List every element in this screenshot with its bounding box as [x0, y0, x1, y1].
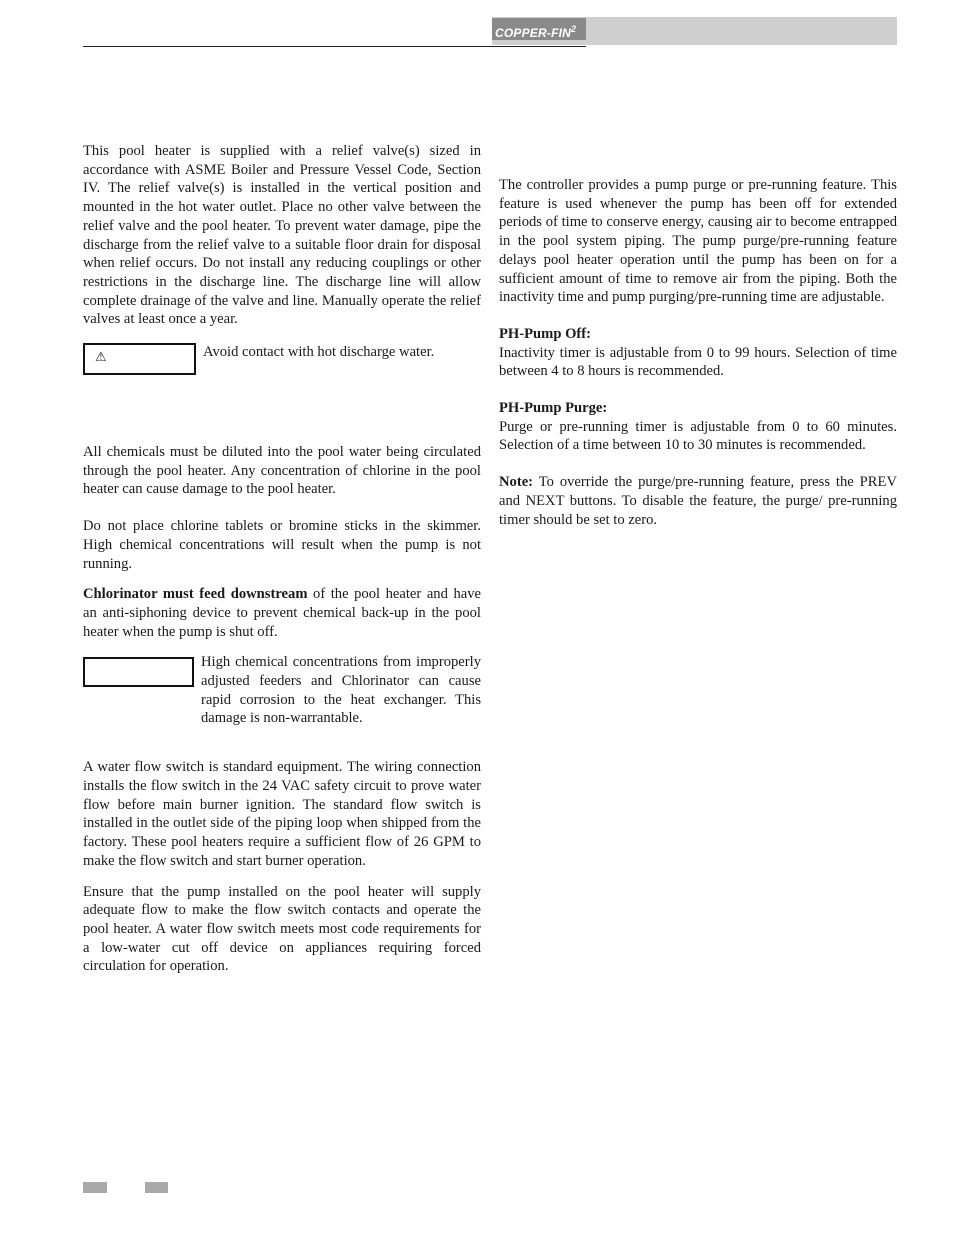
pump-purge-text: Purge or pre-running timer is adjustable from 0 to 60 minutes. Selection of a time between 10 to 30 minutes is recommended.: [499, 418, 897, 454]
chlorinator-bold-text: Chlorinator must feed downstream: [83, 586, 308, 603]
note-paragraph: [499, 473, 897, 529]
logo-superscript: 2: [571, 24, 577, 34]
note-text: To override the purge/pre-running feature, press the PREV and NEXT buttons. To disable the feature, the purge/ pre-running timer should be set to zero.: [499, 474, 897, 528]
pump-off-heading: PH-Pump Off:: [499, 325, 592, 342]
warning-label-box: [83, 343, 196, 375]
right-column: [499, 176, 897, 529]
caution-callout: [83, 653, 481, 728]
flow-switch-paragraph-2: Ensure that the pump installed on the pool heater will supply adequate flow to make the flow switch contacts and operate the pool heater. A water flow switch meets most code requirements for a low-water cut off device on appliances requiring forced circulation for operation.: [83, 883, 481, 975]
relief-valve-paragraph: This pool heater is supplied with a relief valve(s) sized in accordance with ASME Boiler and Pressure Vessel Code, Section IV. The relief valve(s) is installed in the vertical position and mounted in the hot water outlet. Place no other valve between the relief valve and the pool heater. To prevent water damage, pipe the discharge from the relief valve to a suitable floor drain for disposal when relief occurs. Do not install any reducing couplings or other restrictions in the discharge line. The discharge line will allow complete drainage of the valve and line. Manually operate the relief valves at least once a year.: [83, 143, 481, 328]
pump-off-section: [499, 325, 897, 381]
footer-page-marker-right: [145, 1182, 168, 1193]
copper-fin-logo: [492, 18, 586, 40]
chemicals-paragraph-1: All chemicals must be diluted into the pool water being circulated through the pool heater. Any concentration of chlorine in the pool heater can cause damage to the pool heater.: [83, 444, 481, 498]
warning-text: Avoid contact with hot discharge water.: [203, 344, 435, 361]
warning-callout: [83, 343, 481, 375]
pump-off-text: Inactivity timer is adjustable from 0 to 99 hours. Selection of time between 4 to 8 hours is recommended.: [499, 344, 897, 380]
left-column: [83, 142, 481, 976]
caution-label-box: [83, 657, 194, 687]
note-label: Note:: [499, 474, 534, 491]
header-rule: [83, 46, 586, 47]
chlorinator-text: of the pool heater and have an anti-siphoning device to prevent chemical back-up in the pool heater when the pump is shut off.: [83, 586, 481, 640]
warning-triangle-icon: ⚠: [95, 350, 107, 366]
pump-purge-heading: PH-Pump Purge:: [499, 400, 608, 417]
pump-purge-section: [499, 399, 897, 455]
pump-purge-paragraph: The controller provides a pump purge or pre-running feature. This feature is used whenever the pump has been off for extended periods of time to conserve energy, causing air to become entrapped in the pool system piping. The pump purge/pre-running feature delays pool heater operation until the pump has been on for a sufficient amount of time to remove air from the piping. Both the inactivity time and pump purging/pre-running time are adjustable.: [499, 177, 897, 306]
caution-text: High chemical concentrations from improperly adjusted feeders and Chlorinator can cause rapid corrosion to the heat exchanger. This damage is non-warrantable.: [201, 654, 481, 727]
chlorinator-paragraph: [83, 585, 481, 641]
flow-switch-paragraph-1: A water flow switch is standard equipment. The wiring connection installs the flow switch in the 24 VAC safety circuit to prove water flow before main burner ignition. The standard flow switch is installed in the outlet side of the piping loop when shipped from the factory. These pool heaters require a sufficient flow of 26 GPM to make the flow switch and start burner operation.: [83, 759, 481, 869]
chemicals-paragraph-2: Do not place chlorine tablets or bromine sticks in the skimmer. High chemical concentrations will result when the pump is not running.: [83, 518, 481, 572]
footer-page-marker-left: [83, 1182, 107, 1193]
logo-text: COPPER-FIN: [495, 26, 572, 40]
